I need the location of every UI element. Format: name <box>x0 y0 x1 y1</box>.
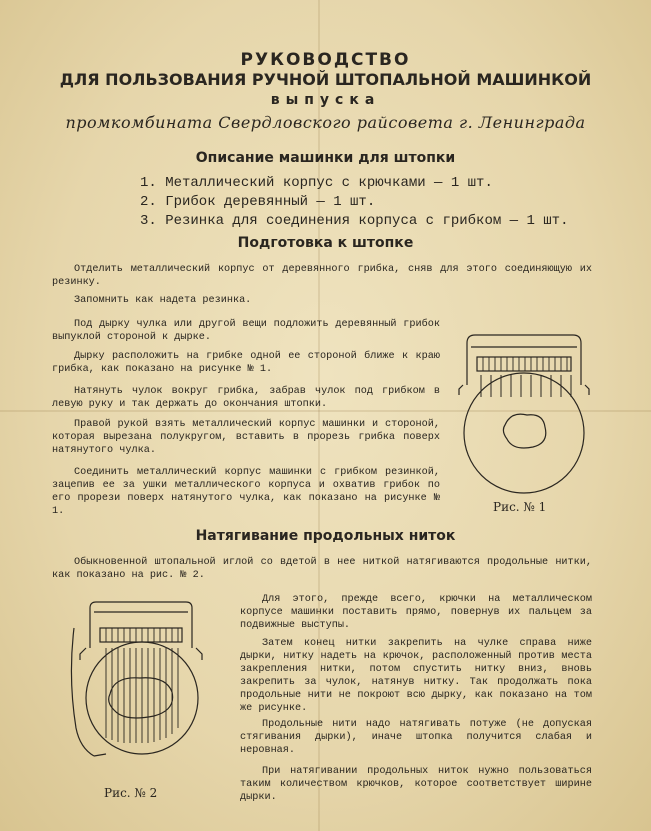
list-item: 3. Резинка для соединения корпуса с грибком — 1 шт. <box>140 213 569 229</box>
section-threads-title: Натягивание продольных ниток <box>195 528 456 544</box>
paragraph: Запомнить как надета резинка. <box>74 295 252 306</box>
figure-1-illustration <box>455 325 595 515</box>
figure-1-label: Рис. № 1 <box>493 500 547 514</box>
section-preparation-title: Подготовка к штопке <box>237 235 414 251</box>
paragraph: Отделить металлический корпус от деревянного грибка, сняв для этого соединяющую их резинку. <box>52 264 592 288</box>
figure-2-label: Рис. № 2 <box>104 786 158 800</box>
list-item: 2. Грибок деревянный — 1 шт. <box>140 194 376 210</box>
paragraph: Продольные нити надо натягивать потуже (не допуская стягивания дырки), иначе штопка получится слабая и неровная. <box>240 719 592 756</box>
paragraph: Обыкновенной штопальной иглой со вдетой в нее ниткой натягиваются продольные нитки, как показано на рис. № 2. <box>52 557 592 581</box>
document-producer: промкомбината Свердловского райсовета г. Ленинграда <box>65 113 586 132</box>
paragraph: При натягивании продольных ниток нужно пользоваться таким количеством крючков, которое соответствует ширине дырки. <box>240 766 592 803</box>
parts-list <box>140 174 580 231</box>
paragraph: Дырку расположить на грибке одной ее стороной ближе к краю грибка, как показано на рисунке № 1. <box>52 351 440 375</box>
paragraph: Под дырку чулка или другой вещи подложить деревянный грибок выпуклой стороной к дырке. <box>52 319 440 343</box>
document-subtitle: ДЛЯ ПОЛЬЗОВАНИЯ РУЧНОЙ ШТОПАЛЬНОЙ МАШИНКОЙ <box>59 70 592 89</box>
section-description-title: Описание машинки для штопки <box>195 150 456 166</box>
paragraph: Для этого, прежде всего, крючки на металлическом корпусе машинки поставить прямо, повернув их пальцем за подвижные выступы. <box>240 594 592 631</box>
document-release: выпуска <box>270 92 381 108</box>
list-item: 1. Металлический корпус с крючками — 1 шт. <box>140 175 493 191</box>
paragraph: Натянуть чулок вокруг грибка, забрав чулок под грибком в левую руку и так держать до окончания штопки. <box>52 386 440 410</box>
document-title: РУКОВОДСТВО <box>240 50 411 70</box>
paragraph: Соединить металлический корпус машинки с грибком резинкой, зацепив ее за ушки металлического корпуса и охватив грибок по его прорези поверх натянутого чулка, как показано на рисунке № 1. <box>52 467 440 517</box>
figure-2-illustration <box>66 598 216 778</box>
paragraph: Правой рукой взять металлический корпус машинки и стороной, которая вырезана полукругом, вставить в прорезь грибка поверх натянутого чулка. <box>52 419 440 456</box>
paragraph: Затем конец нитки закрепить на чулке справа ниже дырки, нитку надеть на крючок, расположенный против места закрепления нитки, потом спустить нитку вниз, вновь закрепить за чулок, натянув нитку. Так продолжать пока продольные нити не покроют всю дырку, как показано на том же рисунке. <box>240 638 592 714</box>
